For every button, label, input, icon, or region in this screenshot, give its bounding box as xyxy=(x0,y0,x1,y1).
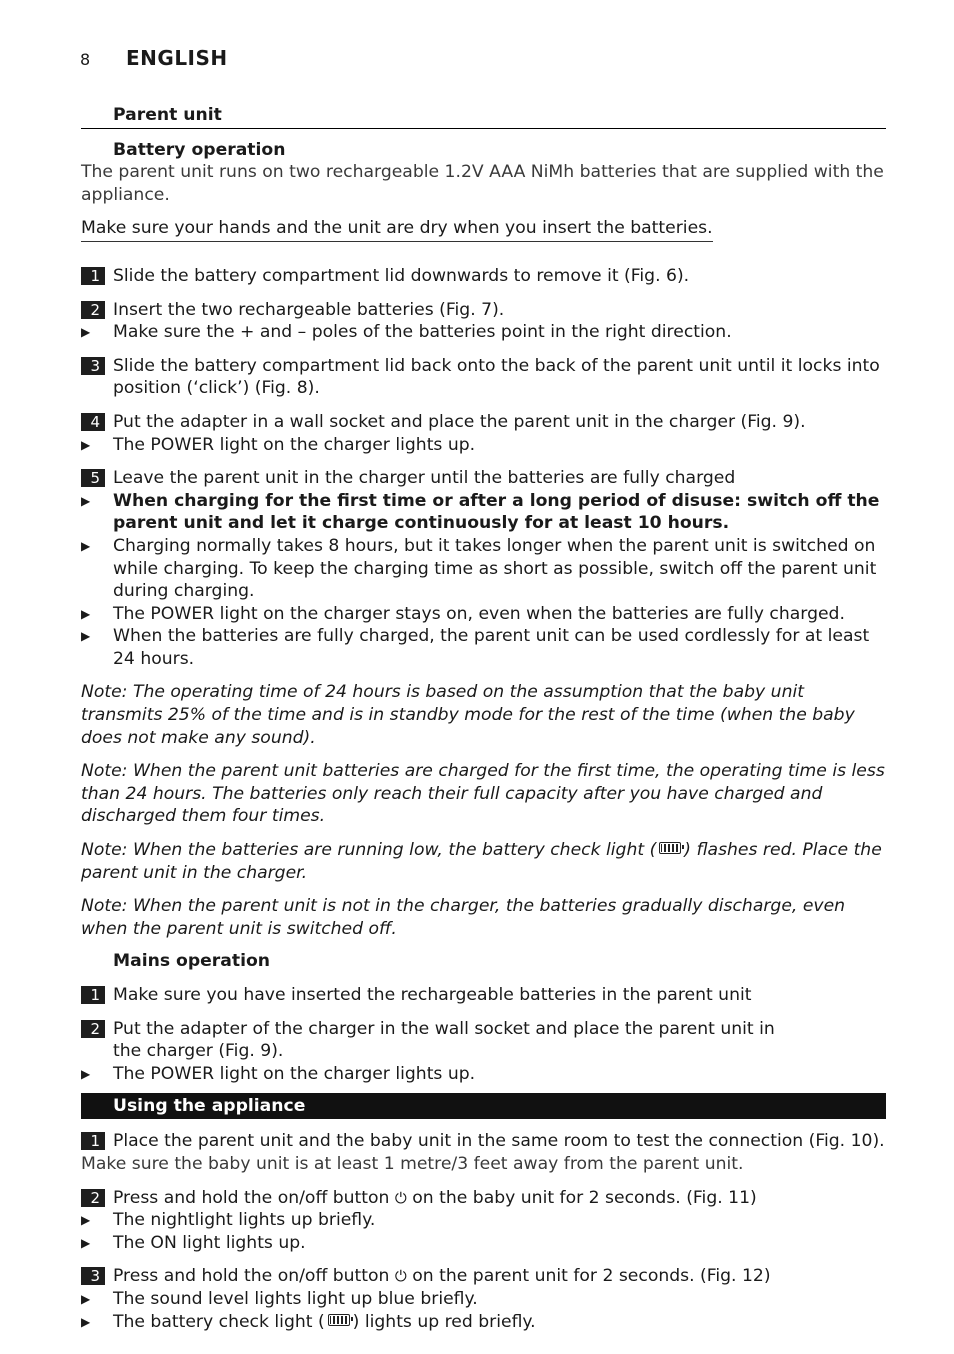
step-text: Place the parent unit and the baby unit in the same room to test the connection (Fig. 10). xyxy=(113,1131,885,1152)
power-icon: ⏻ xyxy=(394,1188,407,1207)
bullet-item: ▶ The ON light lights up. xyxy=(81,1232,306,1253)
bullet-triangle-icon: ▶ xyxy=(81,606,91,621)
bullet-item-bold: ▶ When charging for the first time or after a long period of disuse: switch off the parent unit and let it charge continuously for at least 10 hours. xyxy=(81,490,880,534)
step-number: 4 xyxy=(81,413,105,431)
step-number: 3 xyxy=(81,357,105,375)
bullet-triangle-icon: ▶ xyxy=(81,1291,91,1306)
bullet-triangle-icon: ▶ xyxy=(81,1213,91,1228)
subheading-mains-operation: Mains operation xyxy=(113,951,271,972)
section-heading-parent-unit: Parent unit xyxy=(81,104,886,129)
bullet-item: ▶ The POWER light on the charger stays on, even when the batteries are fully charged. xyxy=(81,603,845,624)
step-number: 1 xyxy=(81,986,105,1004)
power-icon: ⏻ xyxy=(394,1267,407,1286)
step-number: 1 xyxy=(81,267,105,285)
step-text: Leave the parent unit in the charger until the batteries are fully charged xyxy=(113,468,736,489)
bullet-item: ▶ The nightlight lights up briefly. xyxy=(81,1210,376,1231)
bullet-item: ▶ Charging normally takes 8 hours, but it takes longer when the parent unit is switched on while charging. To keep the charging time as short as possible, switch off the parent unit during charging. xyxy=(81,535,877,602)
battery-step-5 xyxy=(81,467,886,490)
page-header xyxy=(80,46,228,70)
battery-step-4 xyxy=(81,411,886,434)
step-text: Insert the two rechargeable batteries (Fig. 7). xyxy=(113,299,505,320)
mains-step-2 xyxy=(81,1018,886,1063)
language-title: ENGLISH xyxy=(126,46,228,70)
battery-step-3 xyxy=(81,355,886,400)
note-operating-time: Note: The operating time of 24 hours is based on the assumption that the baby unit transmits 25% of the time and is in standby mode for the rest of the time (when the baby does not make any sound). xyxy=(81,682,855,748)
step-number: 1 xyxy=(81,1132,105,1150)
bullet-triangle-icon: ▶ xyxy=(81,1066,91,1081)
bullet-triangle-icon: ▶ xyxy=(81,493,91,508)
bullet-item: ▶ The battery check light ( ) lights up red briefly. xyxy=(81,1311,536,1332)
battery-intro: The parent unit runs on two rechargeable 1.2V AAA NiMh batteries that are supplied with the appliance. xyxy=(81,162,884,205)
battery-step-2 xyxy=(81,299,886,322)
step-number: 2 xyxy=(81,1020,105,1038)
step-number: 2 xyxy=(81,301,105,319)
step-number: 3 xyxy=(81,1267,105,1285)
bullet-item: ▶ The POWER light on the charger lights up. xyxy=(81,434,476,455)
bullet-triangle-icon: ▶ xyxy=(81,325,91,340)
page-number: 8 xyxy=(80,50,91,69)
step-text: Put the adapter of the charger in the wall socket and place the parent unit in the charger (Fig. 9). xyxy=(113,1018,775,1062)
battery-step-1 xyxy=(81,265,886,288)
note-discharge: Note: When the parent unit is not in the charger, the batteries gradually discharge, even when the parent unit is switched off. xyxy=(81,896,846,939)
step-number: 2 xyxy=(81,1189,105,1207)
mains-step-1 xyxy=(81,984,886,1007)
step-text: Slide the battery compartment lid back onto the back of the parent unit until it locks into position (‘click’) (Fig. 8). xyxy=(113,355,880,399)
step-text: Make sure you have inserted the rechargeable batteries in the parent unit xyxy=(113,985,752,1005)
bullet-item: ▶ When the batteries are fully charged, the parent unit can be used cordlessly for at least 24 hours. xyxy=(81,626,870,669)
bullet-triangle-icon: ▶ xyxy=(81,538,91,553)
step-text: Put the adapter in a wall socket and place the parent unit in the charger (Fig. 9). xyxy=(113,411,806,432)
note-first-charge: Note: When the parent unit batteries are charged for the first time, the operating time is less than 24 hours. The batteries only reach their full capacity after you have charged and discharged them four times. xyxy=(81,761,885,827)
bullet-item: ▶ The POWER light on the charger lights up. xyxy=(81,1063,476,1084)
step-number: 5 xyxy=(81,469,105,487)
bullet-triangle-icon: ▶ xyxy=(81,1314,91,1329)
step-text: Slide the battery compartment lid downwards to remove it (Fig. 6). xyxy=(113,265,690,286)
using-step-3 xyxy=(81,1265,886,1288)
bullet-triangle-icon: ▶ xyxy=(81,1235,91,1250)
section-heading-using-appliance: Using the appliance xyxy=(81,1093,886,1119)
using-step-2 xyxy=(81,1187,886,1210)
step-text: Press and hold the on/off button ⏻ on the baby unit for 2 seconds. (Fig. 11) xyxy=(113,1187,757,1208)
battery-icon xyxy=(328,1314,350,1326)
step-text: Press and hold the on/off button ⏻ on the parent unit for 2 seconds. (Fig. 12) xyxy=(113,1266,771,1287)
note-battery-low: Note: When the batteries are running low, the battery check light ( ) flashes red. Place the parent unit in the charger. xyxy=(81,840,882,883)
subheading-battery-operation: Battery operation xyxy=(113,139,286,160)
battery-icon xyxy=(659,842,681,854)
bullet-triangle-icon: ▶ xyxy=(81,629,91,644)
bullet-item: ▶ Make sure the + and – poles of the batteries point in the right direction. xyxy=(81,322,732,343)
bullet-item: ▶ The sound level lights light up blue briefly. xyxy=(81,1288,478,1309)
page-content xyxy=(81,104,886,1333)
using-step-1-extra: Make sure the baby unit is at least 1 metre/3 feet away from the parent unit. xyxy=(81,1153,744,1174)
bullet-triangle-icon: ▶ xyxy=(81,437,91,452)
using-step-1 xyxy=(81,1130,886,1153)
battery-warning: Make sure your hands and the unit are dry when you insert the batteries. xyxy=(81,217,713,242)
